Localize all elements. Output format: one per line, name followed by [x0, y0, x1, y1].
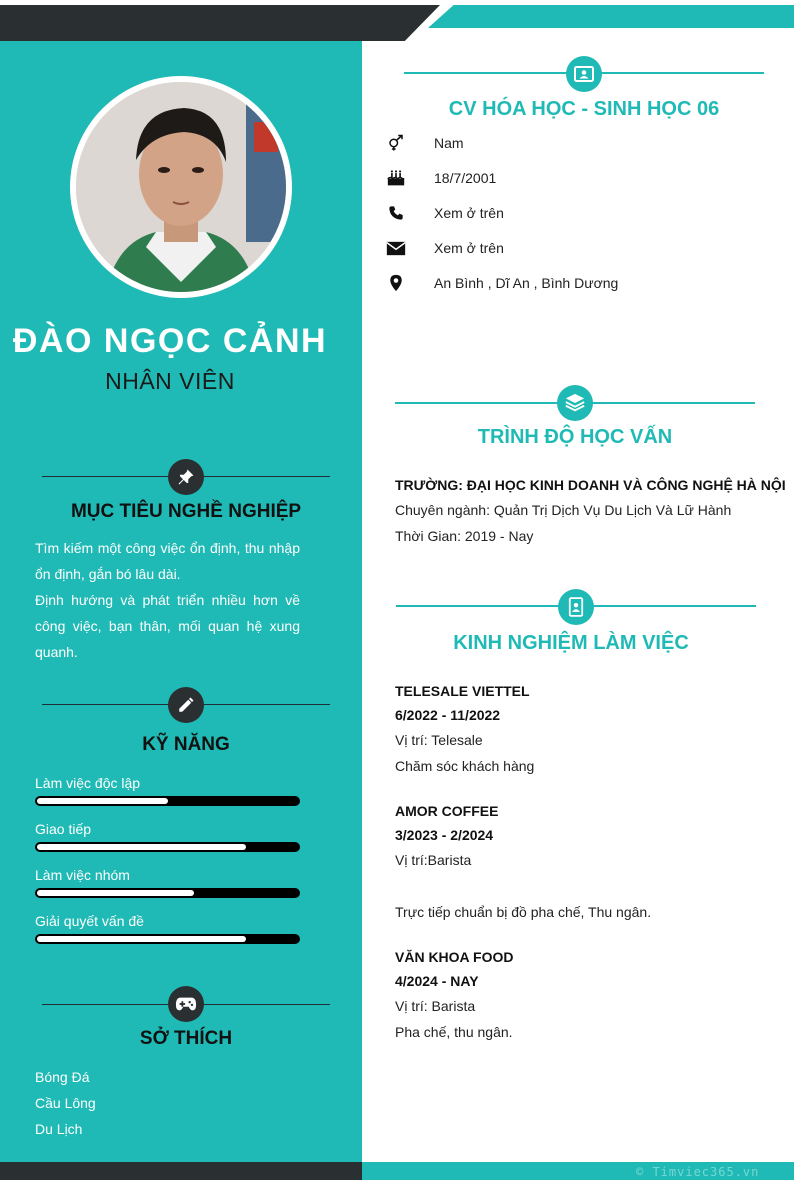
job-description: Trực tiếp chuẩn bị đồ pha chế, Thu ngân. — [395, 904, 652, 920]
job-description: Chăm sóc khách hàng — [395, 758, 535, 774]
birthday-value: 18/7/2001 — [434, 170, 497, 186]
skill-bar — [35, 842, 300, 852]
education-major: Chuyên ngành: Quản Trị Dịch Vụ Du Lịch Và Lữ Hành — [395, 502, 732, 518]
candidate-role: NHÂN VIÊN — [105, 368, 235, 394]
candidate-name: ĐÀO NGỌC CẢNH — [12, 322, 328, 360]
skill-bar-fill — [37, 936, 246, 942]
skill-label: Giao tiếp — [35, 821, 92, 837]
skill-label: Làm việc nhóm — [35, 867, 130, 883]
job-position: Vị trí:Barista — [395, 852, 472, 868]
skill-bar-fill — [37, 798, 168, 804]
birthday-row — [384, 166, 496, 190]
address-value: An Bình , Dĩ An , Bình Dương — [434, 275, 619, 291]
hobbies-title: SỞ THÍCH — [139, 1028, 233, 1049]
pencil-icon — [168, 687, 204, 723]
skill-label: Giải quyết vấn đề — [35, 913, 144, 929]
job-period: 6/2022 - 11/2022 — [395, 707, 501, 723]
objective-line-2: Định hướng và phát triển nhiều hơn về công việc, bạn thân, mối quan hệ xung quanh. — [35, 592, 300, 660]
avatar-photo — [76, 82, 286, 292]
gender-icon — [384, 131, 408, 155]
top-dark-bar — [0, 5, 440, 41]
portrait-illustration — [76, 82, 286, 292]
job-description: Pha chế, thu ngân. — [395, 1024, 513, 1040]
hobby-item: Cầu Lông — [35, 1095, 96, 1111]
job-company: TELESALE VIETTEL — [395, 683, 530, 699]
id-card-icon — [566, 56, 602, 92]
job-position: Vị trí: Telesale — [395, 732, 483, 748]
skill-bar-fill — [37, 844, 246, 850]
phone-icon — [384, 201, 408, 225]
skill-label: Làm việc độc lập — [35, 775, 141, 791]
phone-row — [384, 201, 504, 225]
skill-bar — [35, 888, 300, 898]
job-company: AMOR COFFEE — [395, 803, 499, 819]
objective-text — [35, 535, 300, 665]
pin-icon — [168, 459, 204, 495]
job-period: 3/2023 - 2/2024 — [395, 827, 494, 843]
skill-bar-fill — [37, 890, 194, 896]
gamepad-icon — [168, 986, 204, 1022]
objective-line-1: Tìm kiếm một công việc ổn định, thu nhập ổn định, gắn bó lâu dài. — [35, 540, 300, 582]
email-value: Xem ở trên — [434, 240, 504, 256]
gender-row — [384, 131, 464, 155]
top-teal-bar — [428, 5, 794, 28]
envelope-icon — [384, 236, 408, 260]
layers-icon — [557, 385, 593, 421]
skill-bar — [35, 934, 300, 944]
education-time: Thời Gian: 2019 - Nay — [395, 528, 534, 544]
gender-value: Nam — [434, 135, 464, 151]
bottom-dark-bar — [0, 1162, 362, 1180]
job-period: 4/2024 - NAY — [395, 973, 479, 989]
job-company: VĂN KHOA FOOD — [395, 949, 514, 965]
skill-bar — [35, 796, 300, 806]
objective-title: MỤC TIÊU NGHỀ NGHIỆP — [70, 501, 302, 522]
cv-title: CV HÓA HỌC - SINH HỌC 06 — [448, 98, 720, 120]
skills-title: KỸ NĂNG — [142, 734, 230, 755]
email-row — [384, 236, 504, 260]
phone-value: Xem ở trên — [434, 205, 504, 221]
hobby-item: Bóng Đá — [35, 1069, 90, 1085]
experience-title: KINH NGHIỆM LÀM VIỆC — [453, 632, 689, 654]
hobby-item: Du Lịch — [35, 1121, 83, 1137]
education-title: TRÌNH ĐỘ HỌC VẤN — [477, 426, 673, 448]
contact-book-icon — [558, 589, 594, 625]
birthday-cake-icon — [384, 166, 408, 190]
map-marker-icon — [384, 271, 408, 295]
address-row — [384, 271, 618, 295]
job-position: Vị trí: Barista — [395, 998, 476, 1014]
avatar — [70, 76, 292, 298]
education-school: TRƯỜNG: ĐẠI HỌC KINH DOANH VÀ CÔNG NGHỆ HÀ NỘI — [395, 477, 786, 493]
watermark: © Timviec365.vn — [636, 1165, 760, 1179]
